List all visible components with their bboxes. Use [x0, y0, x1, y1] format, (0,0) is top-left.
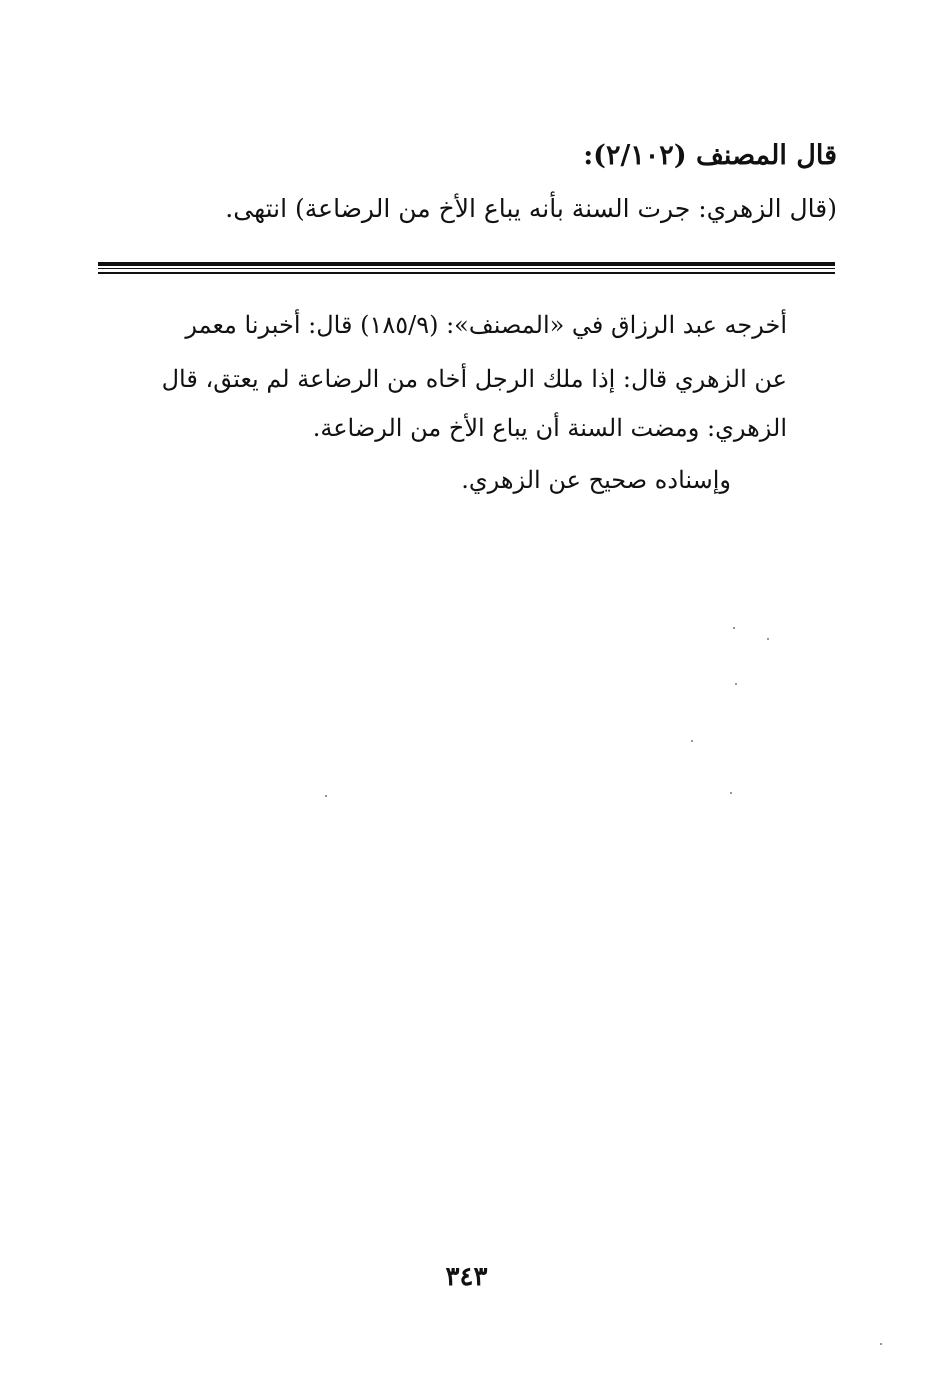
scan-speck: [691, 740, 693, 742]
section-heading: قال المصنف (٢/١٠٢):: [583, 140, 837, 171]
separator-rule-bottom: [98, 272, 835, 274]
quoted-text: (قال الزهري: جرت السنة بأنه يباع الأخ من الرضاعة) انتهى.: [225, 194, 837, 223]
commentary-line-3: الزهري: ومضت السنة أن يباع الأخ من الرضاعة.: [312, 414, 787, 442]
separator-rule-thick: [98, 262, 835, 266]
commentary-line-4: وإسناده صحيح عن الزهري.: [461, 466, 731, 494]
commentary-line-1: أخرجه عبد الرزاق في «المصنف»: (١٨٥/٩) قال: أخبرنا معمر: [185, 311, 787, 339]
scan-speck: [730, 792, 732, 794]
scan-speck: [733, 627, 735, 629]
scan-speck: [880, 1343, 882, 1345]
scan-speck: [325, 795, 327, 797]
separator-rule-thin: [98, 268, 835, 269]
commentary-line-2: عن الزهري قال: إذا ملك الرجل أخاه من الرضاعة لم يعتق، قال: [161, 365, 787, 393]
scan-speck: [735, 683, 737, 685]
page-number: ٣٤٣: [445, 1262, 488, 1292]
scan-speck: [767, 638, 769, 640]
